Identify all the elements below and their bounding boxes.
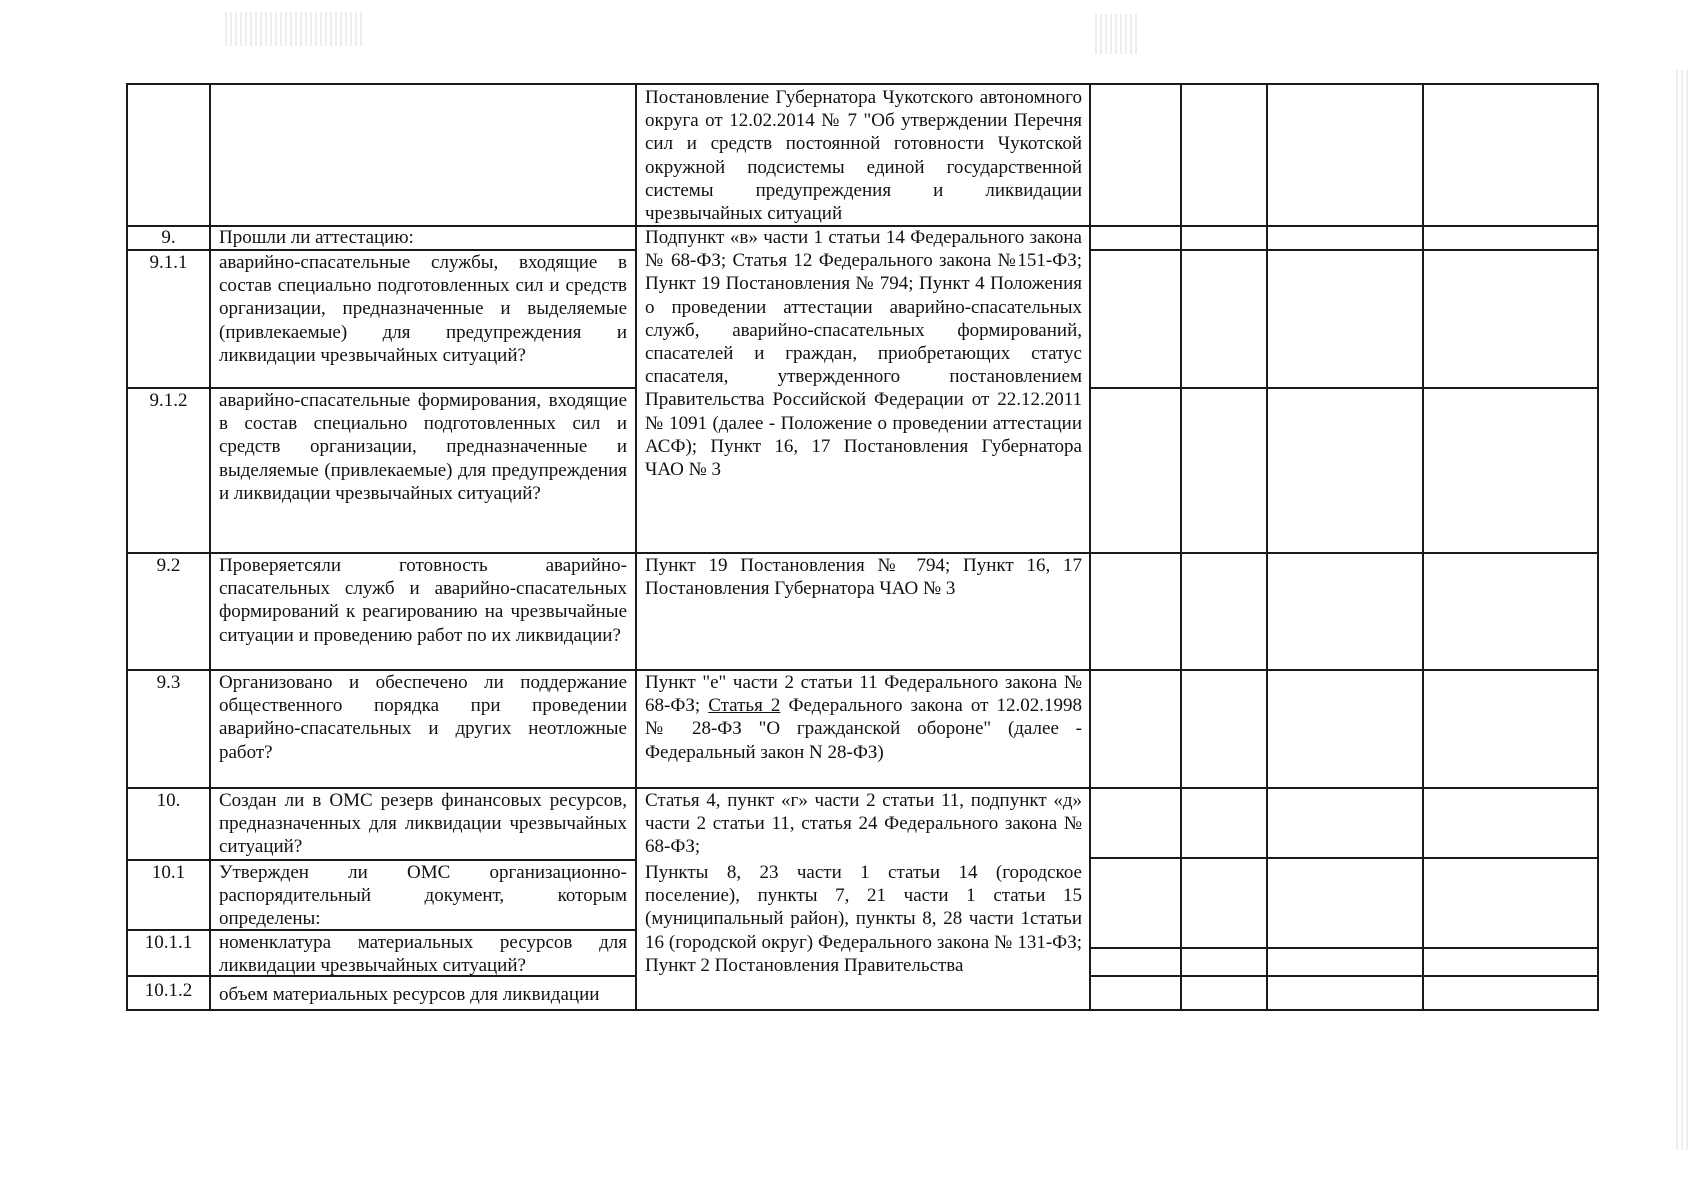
table-border-top bbox=[126, 83, 1599, 85]
row-number: 10. bbox=[156, 790, 181, 811]
question-cell: Прошли ли аттестацию: bbox=[219, 227, 414, 248]
row-divider-right bbox=[1089, 249, 1599, 251]
row-number: 9.3 bbox=[156, 672, 181, 693]
column-divider bbox=[1422, 83, 1424, 1011]
basis-cell bbox=[645, 671, 1082, 786]
basis-cell: Пункт 19 Постановления № 794; Пункт 16, 17 Постановления Губернатора ЧАО № 3 bbox=[645, 555, 1082, 600]
row-number: 9.2 bbox=[156, 555, 181, 576]
question-cell: Создан ли в ОМС резерв финансовых ресурсов, предназначенных для ликвидации чрезвычайных ситуаций? bbox=[219, 790, 627, 858]
scan-noise-top-right bbox=[1095, 14, 1140, 54]
question-cell: объем материальных ресурсов для ликвидации bbox=[219, 984, 600, 1005]
basis-text: Федерального закона от 12.02.1998 № 28-ФЗ "О гражданской обороне" (далее - Федеральный закон N 28-ФЗ) bbox=[645, 695, 1082, 763]
basis-cell: Подпункт «в» части 1 статьи 14 Федерального закона № 68-ФЗ; Статья 12 Федерального закона №151-ФЗ; Пункт 19 Постановления № 794; Пункт 4 Положения о проведении аттестации аварийно-спасательных служб, аварийно-спасательных формирований, спасателей и граждан, приобретающих статус спасателя, утвержденного постановлением Правительства Российской Федерации от 22.12.2011 № 1091 (далее - Положение о проведении аттестации АСФ); Пункт 16, 17 Постановления Губернатора ЧАО № 3 bbox=[645, 227, 1082, 481]
row-number: 9.1.2 bbox=[149, 390, 188, 411]
table-border-bottom bbox=[126, 1009, 1599, 1011]
question-cell: Утвержден ли ОМС организационно-распорядительный документ, которым определены: bbox=[219, 862, 627, 929]
basis-cell: Статья 4, пункт «г» части 2 статьи 11, подпункт «д» части 2 статьи 11, статья 24 Федерального закона № 68-ФЗ; bbox=[645, 790, 1082, 858]
column-divider bbox=[209, 83, 211, 1011]
basis-cell: Постановление Губернатора Чукотского автономного округа от 12.02.2014 № 7 "Об утверждении Перечня сил и средств постоянной готовности Чукотской окружной подсистемы единой государственной системы предупреждения и ликвидации чрезвычайных ситуаций bbox=[645, 87, 1082, 224]
law-article-link[interactable]: Статья 2 bbox=[708, 695, 781, 717]
scan-noise-right-edge bbox=[1676, 70, 1690, 1150]
row-number: 9. bbox=[161, 227, 176, 248]
table-border-right bbox=[1597, 83, 1599, 1011]
row-divider-right bbox=[1089, 947, 1599, 949]
row-divider-left bbox=[126, 975, 637, 977]
basis-text: Пункт "е" части 2 статьи 11 Федерального закона № 68-ФЗ; bbox=[645, 672, 1082, 717]
scan-noise-top-left bbox=[225, 12, 365, 46]
question-cell: аварийно-спасательные формирования, входящие в состав специально подготовленных сил и средств организации, предназначенные и выделяемые (привлекаемые) для предупреждения и ликвидации чрезвычайных ситуаций? bbox=[219, 390, 627, 504]
basis-cell: Пункты 8, 23 части 1 статьи 14 (городское поселение), пункты 7, 21 части 1 статьи 15 (муниципальный район), пункты 8, 28 части 1статьи 16 (городской округ) Федерального закона № 131-ФЗ; Пункт 2 Постановления Правительства bbox=[645, 862, 1082, 976]
row-number: 10.1 bbox=[151, 862, 186, 883]
question-cell: номенклатура материальных ресурсов для ликвидации чрезвычайных ситуаций? bbox=[219, 932, 627, 975]
row-number: 10.1.1 bbox=[144, 932, 193, 953]
row-divider-right bbox=[1089, 857, 1599, 859]
question-cell: аварийно-спасательные службы, входящие в состав специально подготовленных сил и средств организации, предназначенные и выделяемые (привлекаемые) для предупреждения и ликвидации чрезвычайных ситуаций? bbox=[219, 252, 627, 366]
row-divider-right bbox=[1089, 387, 1599, 389]
row-number: 10.1.2 bbox=[144, 980, 193, 1001]
row-number: 9.1.1 bbox=[149, 252, 188, 273]
column-divider bbox=[635, 83, 637, 1011]
column-divider bbox=[1089, 83, 1091, 1011]
question-cell: Организовано и обеспечено ли поддержание общественного порядка при проведении аварийно-спасательных и других неотложные работ? bbox=[219, 672, 627, 763]
column-divider bbox=[1180, 83, 1182, 1011]
column-divider bbox=[1266, 83, 1268, 1011]
question-cell: Проверяетсяли готовность аварийно-спасательных служб и аварийно-спасательных формирований к реагированию на чрезвычайные ситуации и проведению работ по их ликвидации? bbox=[219, 555, 627, 646]
row-divider-right bbox=[1089, 975, 1599, 977]
